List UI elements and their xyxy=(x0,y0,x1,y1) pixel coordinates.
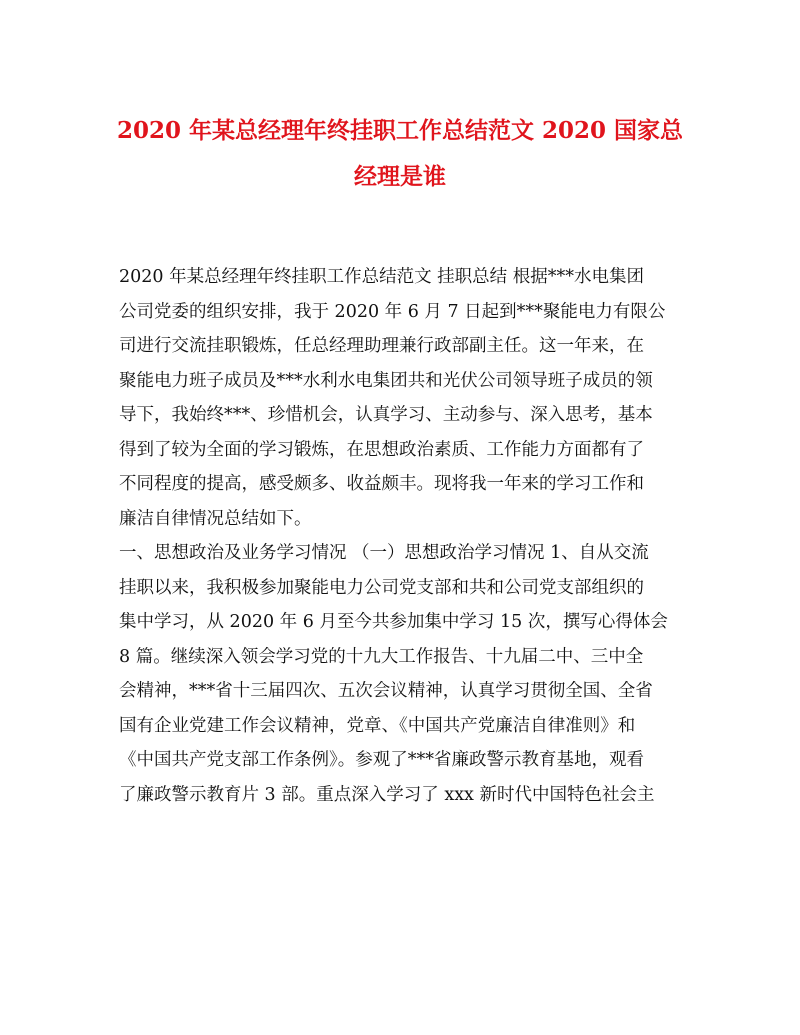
document-title xyxy=(110,108,690,200)
body-line: 得到了较为全面的学习锻炼，在思想政治素质、工作能力方面都有了 xyxy=(119,439,644,460)
body-line: 了廉政警示教育片 3 部。重点深入学习了 xxx 新时代中国特色社会主 xyxy=(119,784,655,805)
body-line: 公司党委的组织安排，我于 2020 年 6 月 7 日起到***聚能电力有限公 xyxy=(119,301,666,322)
body-line: 司进行交流挂职锻炼，任总经理助理兼行政部副主任。这一年来，在 xyxy=(119,336,644,356)
body-line: 2020 年某总经理年终挂职工作总结范文 挂职总结 根据***水电集团 xyxy=(119,267,644,287)
document-body xyxy=(119,260,689,812)
body-line: 8 篇。继续深入领会学习党的十九大工作报告、十九届二中、三中全 xyxy=(119,646,644,667)
body-line: 《中国共产党支部工作条例》。参观了***省廉政警示教育基地，观看 xyxy=(119,750,644,770)
body-line: 聚能电力班子成员及***水利水电集团共和光伏公司领导班子成员的领 xyxy=(119,370,653,391)
title-line: 经理是谁 xyxy=(354,163,446,190)
body-line: 一、思想政治及业务学习情况 （一）思想政治学习情况 1、自从交流 xyxy=(119,543,649,563)
body-line: 集中学习，从 2020 年 6 月至今共参加集中学习 15 次，撰写心得体会 xyxy=(119,612,668,632)
body-line: 导下，我始终***、珍惜机会，认真学习、主动参与、深入思考，基本 xyxy=(119,405,653,425)
body-line: 挂职以来，我积极参加聚能电力公司党支部和共和公司党支部组织的 xyxy=(119,577,644,598)
title-line: 2020 年某总经理年终挂职工作总结范文 2020 国家总 xyxy=(116,117,684,144)
body-line: 不同程度的提高，感受颇多、收益颇丰。现将我一年来的学习工作和 xyxy=(119,474,644,494)
body-line: 会精神，***省十三届四次、五次会议精神，认真学习贯彻全国、全省 xyxy=(119,681,653,701)
body-line: 廉洁自律情况总结如下。 xyxy=(119,508,312,529)
body-line: 国有企业党建工作会议精神，党章、《中国共产党廉洁自律准则》和 xyxy=(119,715,636,736)
